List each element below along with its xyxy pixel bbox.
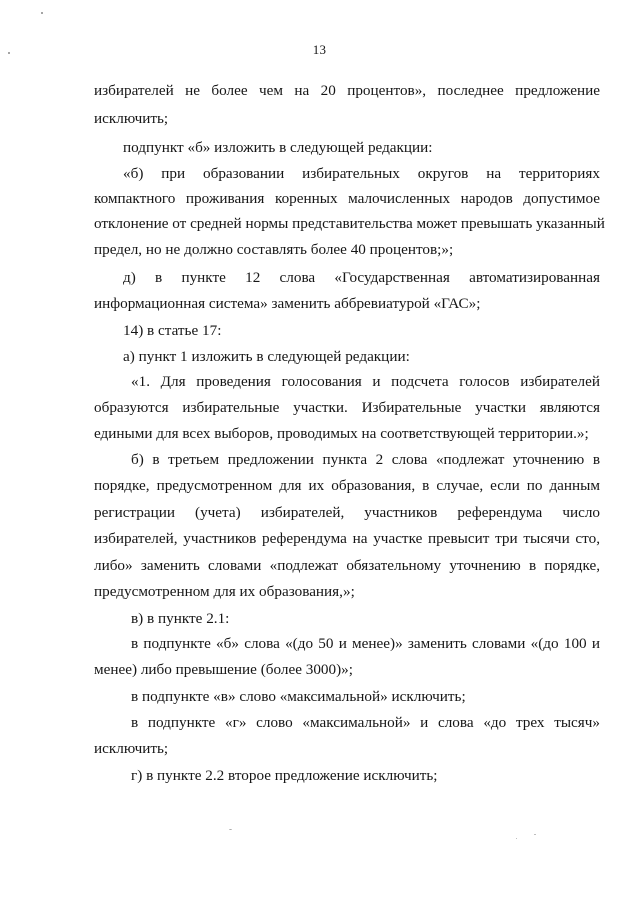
body-text-line: «б) при образовании избирательных округов на территориях [123,165,600,182]
body-text-line: а) пункт 1 изложить в следующей редакции: [123,348,410,365]
body-text-line: в подпункте «г» слово «максимальной» и слова «до трех тысяч» [131,714,600,731]
body-text-line: отклонение от средней нормы представительства может превышать указанный [94,215,605,232]
body-text-line: информационная система» заменить аббревиатурой «ГАС»; [94,295,481,312]
body-text-line: либо» заменить словами «подлежат обязательному уточнению в порядке, [94,557,600,574]
page-number: 13 [312,42,327,57]
scan-speck [41,12,43,14]
body-text-line: исключить; [94,110,169,127]
body-text-line: предусмотренном для их образования,»; [94,583,355,600]
body-text-line: в подпункте «в» слово «максимальной» исключить; [131,688,466,705]
body-text-line: д) в пункте 12 слова «Государственная автоматизированная [123,269,600,286]
body-text-line: едиными для всех выборов, проводимых на соответствующей территории.»; [94,425,589,442]
body-text-line: подпункт «б» изложить в следующей редакции: [123,139,433,156]
body-text-line: предел, но не должно составлять более 40 процентов;»; [94,241,454,258]
body-text-line: 14) в статье 17: [123,322,222,339]
scan-speck [534,834,536,835]
body-text-line: регистрации (учета) избирателей, участников референдума число [94,504,600,521]
body-text-line: избирателей, участников референдума на участке превысит три тысячи сто, [94,530,600,547]
scan-speck [229,829,232,830]
body-text-line: порядке, предусмотренном для их образования, в случае, если по данным [94,477,600,494]
body-text-line: компактного проживания коренных малочисленных народов допустимое [94,190,600,207]
scan-speck [8,52,10,54]
body-text-line: г) в пункте 2.2 второе предложение исключить; [131,767,438,784]
body-text-line: «1. Для проведения голосования и подсчета голосов избирателей [131,373,600,390]
body-text-line: образуются избирательные участки. Избирательные участки являются [94,399,600,416]
body-text-line: б) в третьем предложении пункта 2 слова «подлежат уточнению в [131,451,600,468]
scan-speck [516,838,517,839]
body-text-line: в) в пункте 2.1: [131,610,230,627]
body-text-line: менее) либо превышение (более 3000)»; [94,661,353,678]
body-text-line: в подпункте «б» слова «(до 50 и менее)» заменить словами «(до 100 и [131,635,600,652]
body-text-line: избирателей не более чем на 20 процентов», последнее предложение [94,82,600,99]
body-text-line: исключить; [94,740,169,757]
